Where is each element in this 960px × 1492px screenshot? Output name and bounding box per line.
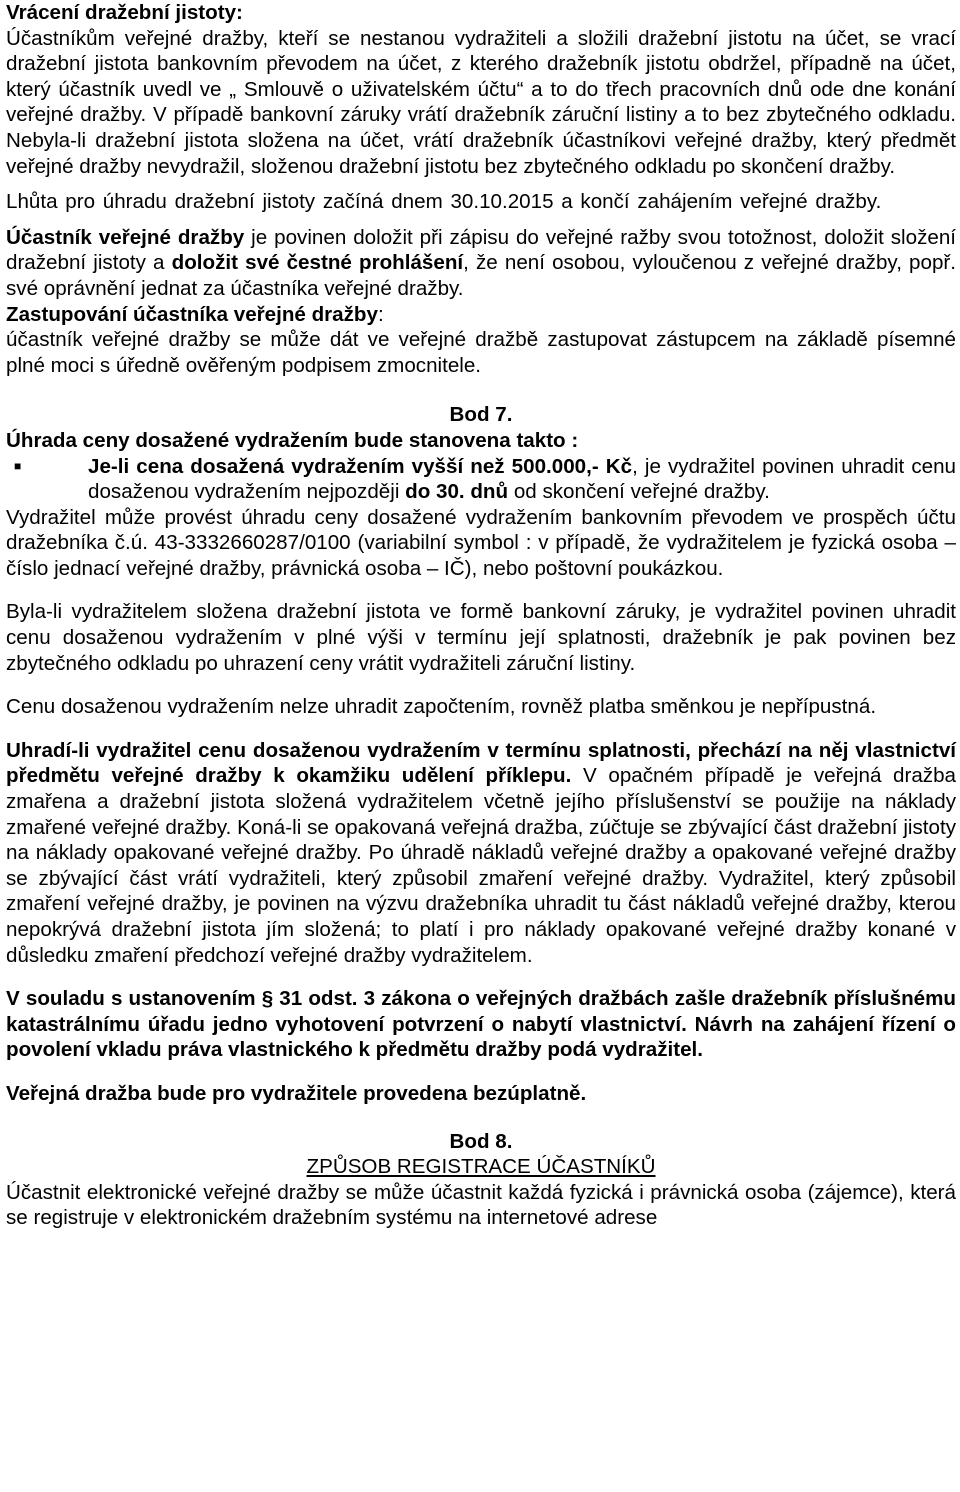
list-item [6,454,956,505]
bold-cena: Je-li cena dosažená vydražením vyšší než 500.000,- Kč [88,454,633,478]
paragraph-uhrada-prevodem: Vydražitel může provést úhradu ceny dosažené vydražením bankovním převodem ve prospěch účtu dražebníka č.ú. 43-3332660287/0100 (variabilní symbol : v případě, že vydražitelem je fyzická osoba – číslo jednací veřejné dražby, právnická osoba – IČ), nebo poštovní poukázkou. [6,505,956,580]
paragraph-zastupovani: účastník veřejné dražby se může dát ve veřejné dražbě zastupovat zástupcem na základě písemné plné moci s úředně ověřeným podpisem zmocnitele. [6,328,956,377]
text-ucastnik-1: je povinen doložit při zápisu do veřejné ražby svou totožnost, doložit složení dražební jistoty a [6,225,956,275]
paragraph-vraceni-jistoty: Účastníkům veřejné dražby, kteří se nestanou vydražiteli a složili dražební jistotu na účet, se vrací dražební jistota bankovním převodem na účet, z kterého dražebník jistotu obdržel, případně na účet, který účastník uvedl ve „ Smlouvě o uživatelském účtu“ a to do třech pracovních dnů ode dne konání veřejné dražby. V případě bankovní záruky vrátí dražebník záruční listiny a to bez zbytečného odkladu. Nebyla-li dražební jistota složena na účet, vrátí dražebník účastníkovi veřejné dražby, který předmět veřejné dražby nevydražil, složenou dražební jistotu bez zbytečného odkladu po skončení dražby. [6,26,956,178]
paragraph-zapocteni: Cenu dosaženou vydražením nelze uhradit započtením, rovněž platba směnkou je nepřípustná. [6,695,877,719]
bold-cestne-prohlaseni: doložit své čestné prohlášení [171,251,464,275]
bold-lhuta: do 30. dnů [405,480,509,504]
text-zmareni: V opačném případě je veřejná dražba zmařena a dražební jistota složená vydražitelem včetně jejího příslušenství se použije na náklady zmařené veřejné dražby. Koná-li se opakovaná veřejná dražba, zúčtuje se zbývající část dražební jistoty na náklady opakované veřejné dražby. Po úhradě nákladů veřejné dražby a opakované veřejné dražby se zbývající část vrátí vydražiteli, který způsobil zmaření veřejné dražby. Vydražitel, který způsobil zmaření veřejné dražby, je povinen na výzvu dražebníka uhradit tu část nákladů veřejné dražby, kterou nepokrývá dražební jistota jím složená; to platí i pro náklady opakované veřejné dražby konané v důsledku zmaření předchozí veřejné dražby vydražitelem. [6,764,956,967]
paragraph-prechod-vlastnictvi [6,738,956,968]
square-bullet-icon: ■ [14,458,22,473]
paragraph-katastr: V souladu s ustanovením § 31 odst. 3 zákona o veřejných dražbách zašle dražebník příslušnému katastrálnímu úřadu jedno vyhotovení potvrzení o nabytí vlastnictví. Návrh na zahájení řízení o povolení vkladu práva vlastnického k předmětu dražby podá vydražitel. [6,987,956,1062]
paragraph-registrace: Účastnit elektronické veřejné dražby se může účastnit každá fyzická i právnická osoba (zájemce), která se registruje v elektronickém dražebním systému na internetové adrese [6,1180,956,1230]
bold-ucastnik: Účastník veřejné dražby [6,225,245,249]
paragraph-bankovni-zaruka: Byla-li vydražitelem složena dražební jistota ve formě bankovní záruky, je vydražitel povinen uhradit cenu dosaženou vydražením v plné výši v termínu její splatnosti, dražebník je pak povinen bez zbytečného odkladu po uhrazení ceny vrátit vydražiteli záruční listiny. [6,600,956,675]
paragraph-bezuplatne: Veřejná dražba bude pro vydražitele provedena bezúplatně. [6,1081,587,1105]
text-bullet-1: , je vydražitel povinen uhradit cenu dosaženou vydražením nejpozději [88,454,956,504]
colon: : [377,302,384,326]
text-ucastnik-2: , že není osobou, vyloučenou z veřejné dražby, popř. své oprávnění jednat za účastníka veřejné dražby. [6,251,956,300]
paragraph-lhuta: Lhůta pro úhradu dražební jistoty začíná dnem 30.10.2015 a končí zahájením veřejné dražby. [6,190,882,214]
heading-vraceni-jistoty: Vrácení dražební jistoty: [6,1,243,24]
bod8-subheading: ZPŮSOB REGISTRACE ÚČASTNÍKŮ [306,1155,656,1179]
bold-prechod: Uhradí-li vydražitel cenu dosaženou vydražením v termínu splatnosti, přechází na něj vlastnictví předmětu veřejné dražby k okamžiku udělení příklepu. [6,738,956,788]
bod7-title: Bod 7. [449,403,513,427]
bod7-subheading: Úhrada ceny dosažené vydražením bude stanovena takto : [6,428,579,452]
bod8-title: Bod 8. [449,1129,513,1153]
paragraph-ucastnik-povinnosti [6,225,956,302]
bullet-text [30,454,956,505]
text-bullet-2: od skončení veřejné dražby. [508,480,770,504]
bold-zastupovani: Zastupování účastníka veřejné dražby [6,302,378,326]
heading-zastupovani [6,302,956,328]
